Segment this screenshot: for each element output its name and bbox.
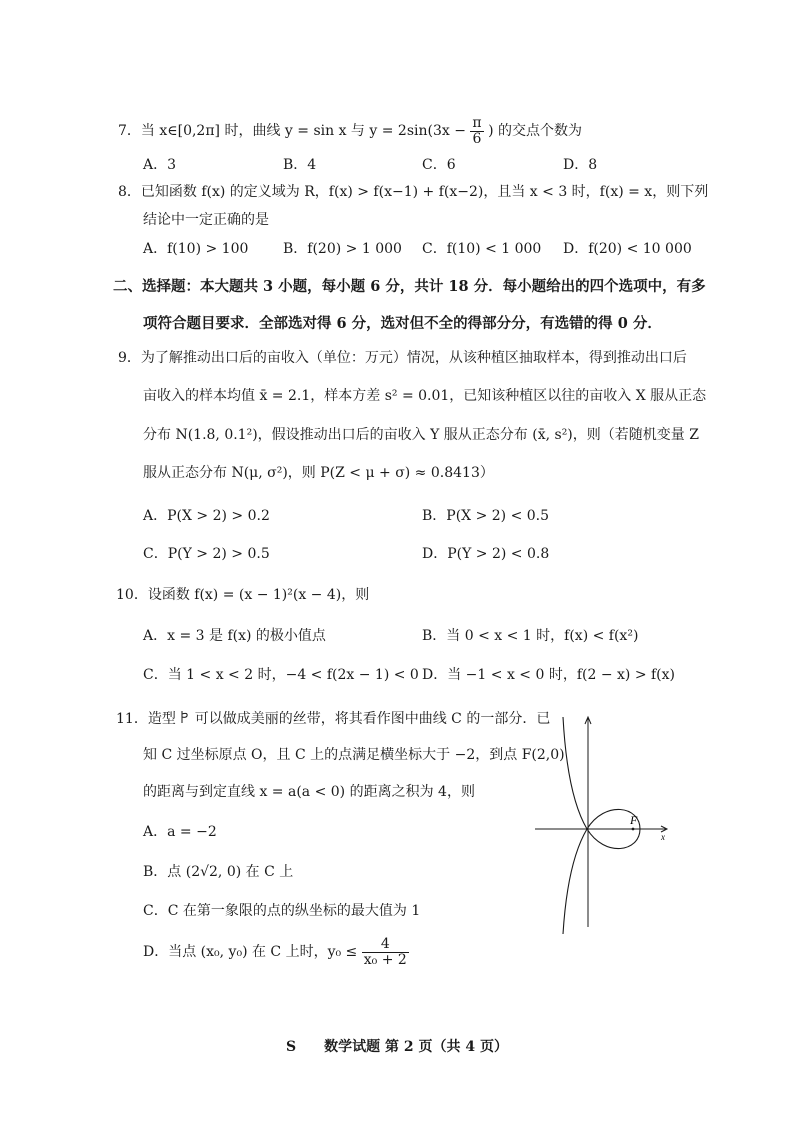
q9-line1: 9．为了解推动出口后的亩收入（单位：万元）情况，从该种植区抽取样本，得到推动出口后 [118,350,687,366]
focus-point [632,828,635,831]
q11-option-d [143,937,409,967]
q11-option-a: A．a = −2 [143,824,217,840]
q11-option-d-fraction [362,937,409,967]
q9-option-c: C．P(Y > 2) > 0.5 [143,546,270,562]
x-axis-label: x [661,832,665,842]
q7-option-c: C．6 [422,157,456,173]
q11-line1-pre: 11．造型 [116,711,176,727]
q11-curve-graph [530,712,675,934]
q7-fraction [470,116,483,146]
q10-stem: 10．设函数 f(x) = (x − 1)²(x − 4)，则 [116,587,370,603]
q9-option-a: A．P(X > 2) > 0.2 [143,508,270,524]
q9-line2: 亩收入的样本均值 x̄ = 2.1，样本方差 s² = 0.01，已知该种植区以往的亩收入 X 服从正态 [143,388,707,404]
q8-option-b: B．f(20) > 1 000 [283,241,402,257]
ribbon-shape-icon [180,710,190,724]
q10-option-c: C．当 1 < x < 2 时，−4 < f(2x − 1) < 0 [143,667,419,683]
q11-line1 [116,708,550,728]
q11-line1-post: 可以做成美丽的丝带，将其看作图中曲线 C 的一部分．已 [194,711,551,727]
q7-option-b: B．4 [283,157,317,173]
q10-option-d: D．当 −1 < x < 0 时，f(2 − x) > f(x) [422,667,675,683]
page-footer: S 数学试题 第 2 页（共 4 页） [286,1039,508,1055]
q9-option-b: B．P(X > 2) < 0.5 [422,508,550,524]
q7-frac-num: π [472,115,482,131]
section2-line2: 项符合题目要求．全部选对得 6 分，选对但不全的得部分分，有选错的得 0 分． [143,315,662,332]
q9-option-d: D．P(Y > 2) < 0.8 [422,546,550,562]
section2-line1: 二、选择题：本大题共 3 小题，每小题 6 分，共计 18 分．每小题给出的四个选项中，有多 [113,278,706,295]
q10-option-b: B．当 0 < x < 1 时，f(x) < f(x²) [422,628,639,644]
q7-stem-post: ) 的交点个数为 [488,123,582,140]
curve-c [563,717,640,934]
q7-stem [118,116,582,146]
q9-line4: 服从正态分布 N(μ, σ²)，则 P(Z < μ + σ) ≈ 0.8413） [143,465,494,481]
q11-option-d-num: 4 [362,937,409,953]
q8-option-d: D．f(20) < 10 000 [563,241,692,257]
q8-option-a: A．f(10) > 100 [143,241,249,257]
q11-option-d-pre: D．当点 (x₀, y₀) 在 C 上时，y₀ ≤ [143,944,358,961]
q11-line3: 的距离与到定直线 x = a(a < 0) 的距离之积为 4，则 [143,784,475,800]
q7-stem-pre: 7．当 x∈[0,2π] 时，曲线 y = sin x 与 y = 2sin(3x − [118,123,466,140]
q11-line2: 知 C 过坐标原点 O，且 C 上的点满足横坐标大于 −2，到点 F(2,0) [143,747,565,763]
focus-label: F [630,813,638,827]
q8-option-c: C．f(10) < 1 000 [422,241,542,257]
q11-option-b: B．点 (2√2, 0) 在 C 上 [143,864,294,880]
q7-option-a: A．3 [143,157,177,173]
q8-line1: 8．已知函数 f(x) 的定义域为 R，f(x) > f(x−1) + f(x−2)，且当 x < 3 时，f(x) = x，则下列 [118,184,709,200]
q10-option-a: A．x = 3 是 f(x) 的极小值点 [143,628,326,644]
q11-option-c: C．C 在第一象限的点的纵坐标的最大值为 1 [143,903,421,919]
q11-option-d-den: x₀ + 2 [363,951,407,968]
q7-frac-den: 6 [472,130,482,147]
q8-line2: 结论中一定正确的是 [143,212,269,228]
q9-line3: 分布 N(1.8, 0.1²)，假设推动出口后的亩收入 Y 服从正态分布 (x̄, s²)，则（若随机变量 Z [143,427,699,443]
q7-option-d: D．8 [563,157,598,173]
